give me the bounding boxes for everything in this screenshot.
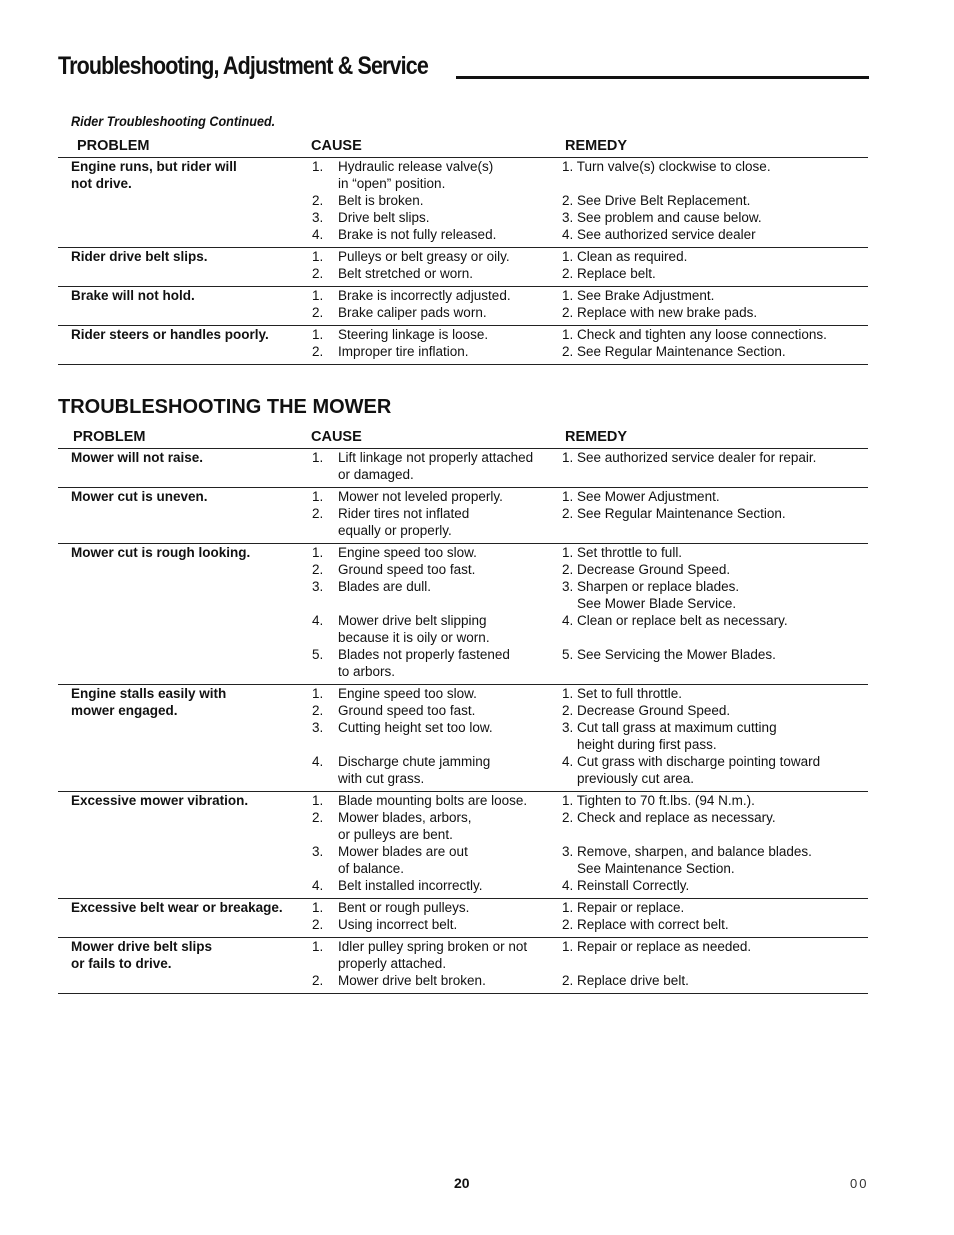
cause-line (312, 175, 562, 192)
cause-text: Blade mounting bolts are loose. (338, 793, 528, 808)
cause-cell (312, 685, 562, 787)
remedy-line: 4. Reinstall Correctly. (562, 878, 690, 893)
problem-cell: Brake will not hold. (71, 288, 195, 303)
remedy-line (562, 522, 862, 539)
remedy-cell (562, 326, 862, 360)
cause-number: 1. (312, 939, 324, 954)
cause-number: 1. (312, 450, 324, 465)
problem-cell: Mower cut is rough looking. (71, 545, 251, 560)
remedy-line: height during first pass. (562, 737, 717, 752)
cause-text: Brake caliper pads worn. (338, 305, 487, 320)
cause-text: Blades are dull. (338, 579, 432, 594)
cause-line (312, 916, 562, 933)
table-body (58, 449, 868, 994)
cause-text: Belt is broken. (338, 193, 424, 208)
remedy-line: 2. Replace belt. (562, 266, 656, 281)
cause-text: Engine speed too slow. (338, 545, 477, 560)
cause-number: 4. (312, 227, 324, 242)
cause-line (312, 209, 562, 226)
cause-text: Brake is incorrectly adjusted. (338, 288, 511, 303)
table-row (58, 158, 868, 248)
cause-text: or damaged. (338, 467, 414, 482)
cause-text: Mower not leveled properly. (338, 489, 503, 504)
cause-cell (312, 544, 562, 680)
cause-line (312, 843, 562, 860)
remedy-line: previously cut area. (562, 771, 695, 786)
cause-line (312, 809, 562, 826)
remedy-cell (562, 544, 862, 680)
remedy-line: 1. Repair or replace. (562, 900, 685, 915)
cause-number: 1. (312, 249, 324, 264)
problem-header: PROBLEM (73, 429, 146, 445)
cause-text: or pulleys are bent. (338, 827, 453, 842)
cause-number: 1. (312, 327, 324, 342)
page-number: 20 (454, 1175, 470, 1191)
remedy-line: 1. See Mower Adjustment. (562, 489, 720, 504)
cause-text: equally or properly. (338, 523, 452, 538)
cause-number: 1. (312, 900, 324, 915)
cause-line (312, 522, 562, 539)
problem-cell: Mower will not raise. (71, 450, 204, 465)
cause-line (312, 326, 562, 343)
cause-line (312, 561, 562, 578)
remedy-line: 1. Check and tighten any loose connections. (562, 327, 827, 342)
cause-text: Belt stretched or worn. (338, 266, 474, 281)
remedy-cell (562, 449, 862, 483)
cause-line (312, 612, 562, 629)
remedy-line: 3. Sharpen or replace blades. (562, 579, 740, 594)
remedy-line: 3. Remove, sharpen, and balance blades. (562, 844, 812, 859)
cause-header: CAUSE (311, 429, 362, 445)
cause-number: 4. (312, 878, 324, 893)
remedy-cell (562, 158, 862, 243)
cause-line (312, 265, 562, 282)
cause-text: in “open” position. (338, 176, 446, 191)
remedy-line: 2. Replace drive belt. (562, 973, 689, 988)
cause-number: 2. (312, 917, 324, 932)
cause-line (312, 646, 562, 663)
table-row (58, 544, 868, 685)
cause-line (312, 736, 562, 753)
remedy-line: 3. See problem and cause below. (562, 210, 762, 225)
title-rule (456, 76, 869, 79)
cause-line (312, 466, 562, 483)
cause-text: Brake is not fully released. (338, 227, 497, 242)
remedy-cell (562, 488, 862, 539)
table-header (58, 428, 868, 449)
rider-troubleshooting-table (58, 137, 868, 365)
remedy-line: 2. Decrease Ground Speed. (562, 562, 731, 577)
remedy-line: 2. See Regular Maintenance Section. (562, 344, 786, 359)
cause-number: 2. (312, 305, 324, 320)
remedy-line: 1. Turn valve(s) clockwise to close. (562, 159, 771, 174)
cause-line (312, 938, 562, 955)
table-row (58, 488, 868, 544)
cause-text: to arbors. (338, 664, 396, 679)
remedy-line (562, 663, 862, 680)
cause-number: 1. (312, 288, 324, 303)
remedy-line (562, 175, 862, 192)
remedy-line: 2. Check and replace as necessary. (562, 810, 776, 825)
page-code: 00 (850, 1176, 869, 1191)
table-row (58, 326, 868, 365)
cause-text: Pulleys or belt greasy or oily. (338, 249, 510, 264)
cause-number: 2. (312, 973, 324, 988)
cause-cell (312, 449, 562, 483)
cause-number: 2. (312, 562, 324, 577)
cause-number: 4. (312, 613, 324, 628)
cause-number: 3. (312, 720, 324, 735)
problem-cell: Engine runs, but rider will not drive. (71, 159, 237, 191)
problem-cell: Excessive belt wear or breakage. (71, 900, 283, 915)
cause-text: Belt installed incorrectly. (338, 878, 483, 893)
problem-header: PROBLEM (77, 138, 150, 154)
remedy-cell (562, 938, 862, 989)
cause-line (312, 544, 562, 561)
remedy-line: See Maintenance Section. (562, 861, 735, 876)
cause-number: 2. (312, 703, 324, 718)
remedy-line (562, 826, 862, 843)
remedy-line: 4. Cut grass with discharge pointing toward (562, 754, 821, 769)
cause-text: of balance. (338, 861, 405, 876)
problem-cell: Mower cut is uneven. (71, 489, 208, 504)
cause-text: Lift linkage not properly attached (338, 450, 534, 465)
cause-line (312, 505, 562, 522)
problem-cell: Rider drive belt slips. (71, 249, 208, 264)
remedy-cell (562, 248, 862, 282)
remedy-line: 2. See Drive Belt Replacement. (562, 193, 751, 208)
cause-number: 2. (312, 810, 324, 825)
cause-number: 1. (312, 793, 324, 808)
cause-number: 2. (312, 506, 324, 521)
cause-number: 2. (312, 266, 324, 281)
cause-line (312, 629, 562, 646)
remedy-line: 2. Replace with new brake pads. (562, 305, 758, 320)
remedy-cell (562, 792, 862, 894)
cause-text: Engine speed too slow. (338, 686, 477, 701)
page-title: Troubleshooting, Adjustment & Service (58, 52, 428, 80)
cause-line (312, 719, 562, 736)
remedy-line: 1. Tighten to 70 ft.lbs. (94 N.m.). (562, 793, 755, 808)
cause-text: Drive belt slips. (338, 210, 430, 225)
problem-cell: Rider steers or handles poorly. (71, 327, 269, 342)
cause-cell (312, 326, 562, 360)
problem-cell: Engine stalls easily with mower engaged. (71, 686, 227, 718)
cause-number: 5. (312, 647, 324, 662)
remedy-line: 4. Clean or replace belt as necessary. (562, 613, 788, 628)
problem-cell: Mower drive belt slips or fails to drive. (71, 939, 213, 971)
rider-subtitle: Rider Troubleshooting Continued. (71, 113, 276, 129)
cause-text: because it is oily or worn. (338, 630, 490, 645)
remedy-cell (562, 287, 862, 321)
cause-text: Rider tires not inflated (338, 506, 470, 521)
remedy-line: 2. See Regular Maintenance Section. (562, 506, 786, 521)
table-body (58, 158, 868, 365)
cause-text: Ground speed too fast. (338, 703, 476, 718)
cause-text: Ground speed too fast. (338, 562, 476, 577)
cause-text: Using incorrect belt. (338, 917, 458, 932)
remedy-line: 1. Repair or replace as needed. (562, 939, 752, 954)
remedy-line: 2. Decrease Ground Speed. (562, 703, 731, 718)
cause-number: 1. (312, 545, 324, 560)
cause-text: Mower blades are out (338, 844, 468, 859)
remedy-line: 3. Cut tall grass at maximum cutting (562, 720, 777, 735)
cause-text: Cutting height set too low. (338, 720, 493, 735)
cause-line (312, 860, 562, 877)
remedy-line: 1. See Brake Adjustment. (562, 288, 715, 303)
mower-troubleshooting-table (58, 428, 868, 994)
cause-line (312, 899, 562, 916)
cause-number: 3. (312, 579, 324, 594)
table-row (58, 449, 868, 488)
remedy-line (562, 629, 862, 646)
cause-line (312, 488, 562, 505)
remedy-line: 2. Replace with correct belt. (562, 917, 729, 932)
table-row (58, 899, 868, 938)
cause-line (312, 826, 562, 843)
cause-text: Mower drive belt broken. (338, 973, 486, 988)
cause-line (312, 248, 562, 265)
cause-number: 1. (312, 686, 324, 701)
remedy-line: 4. See authorized service dealer (562, 227, 756, 242)
remedy-line: 5. See Servicing the Mower Blades. (562, 647, 776, 662)
remedy-line: See Mower Blade Service. (562, 596, 737, 611)
cause-line (312, 955, 562, 972)
cause-header: CAUSE (311, 138, 362, 154)
remedy-header: REMEDY (565, 138, 628, 154)
cause-text: with cut grass. (338, 771, 425, 786)
cause-number: 2. (312, 193, 324, 208)
cause-number: 1. (312, 159, 324, 174)
cause-text: Mower blades, arbors, (338, 810, 472, 825)
cause-line (312, 753, 562, 770)
table-row (58, 792, 868, 899)
cause-text: properly attached. (338, 956, 447, 971)
cause-line (312, 449, 562, 466)
cause-number: 3. (312, 210, 324, 225)
remedy-line (562, 955, 862, 972)
cause-line (312, 663, 562, 680)
table-row (58, 938, 868, 994)
cause-cell (312, 792, 562, 894)
cause-number: 4. (312, 754, 324, 769)
remedy-line (562, 466, 862, 483)
cause-line (312, 770, 562, 787)
cause-line (312, 287, 562, 304)
remedy-line: 1. Clean as required. (562, 249, 688, 264)
cause-cell (312, 158, 562, 243)
cause-line (312, 595, 562, 612)
remedy-header: REMEDY (565, 429, 628, 445)
cause-number: 3. (312, 844, 324, 859)
cause-line (312, 792, 562, 809)
cause-text: Improper tire inflation. (338, 344, 469, 359)
problem-cell: Excessive mower vibration. (71, 793, 249, 808)
table-row (58, 685, 868, 792)
cause-cell (312, 287, 562, 321)
cause-line (312, 972, 562, 989)
cause-number: 1. (312, 489, 324, 504)
cause-line (312, 304, 562, 321)
cause-cell (312, 488, 562, 539)
remedy-line: 1. See authorized service dealer for repair. (562, 450, 817, 465)
cause-cell (312, 248, 562, 282)
cause-line (312, 877, 562, 894)
remedy-cell (562, 685, 862, 787)
remedy-line: 1. Set throttle to full. (562, 545, 683, 560)
cause-line (312, 343, 562, 360)
cause-text: Discharge chute jamming (338, 754, 491, 769)
cause-text: Idler pulley spring broken or not (338, 939, 528, 954)
cause-text: Bent or rough pulleys. (338, 900, 470, 915)
cause-text: Blades not properly fastened (338, 647, 510, 662)
cause-text: Mower drive belt slipping (338, 613, 487, 628)
cause-cell (312, 899, 562, 933)
cause-line (312, 578, 562, 595)
cause-text: Hydraulic release valve(s) (338, 159, 494, 174)
cause-line (312, 192, 562, 209)
cause-line (312, 158, 562, 175)
remedy-cell (562, 899, 862, 933)
table-header (58, 137, 868, 158)
cause-line (312, 702, 562, 719)
cause-number: 2. (312, 344, 324, 359)
cause-line (312, 685, 562, 702)
cause-line (312, 226, 562, 243)
cause-text: Steering linkage is loose. (338, 327, 489, 342)
remedy-line: 1. Set to full throttle. (562, 686, 683, 701)
cause-cell (312, 938, 562, 989)
table-row (58, 287, 868, 326)
mower-section-heading: TROUBLESHOOTING THE MOWER (58, 396, 392, 418)
table-row (58, 248, 868, 287)
